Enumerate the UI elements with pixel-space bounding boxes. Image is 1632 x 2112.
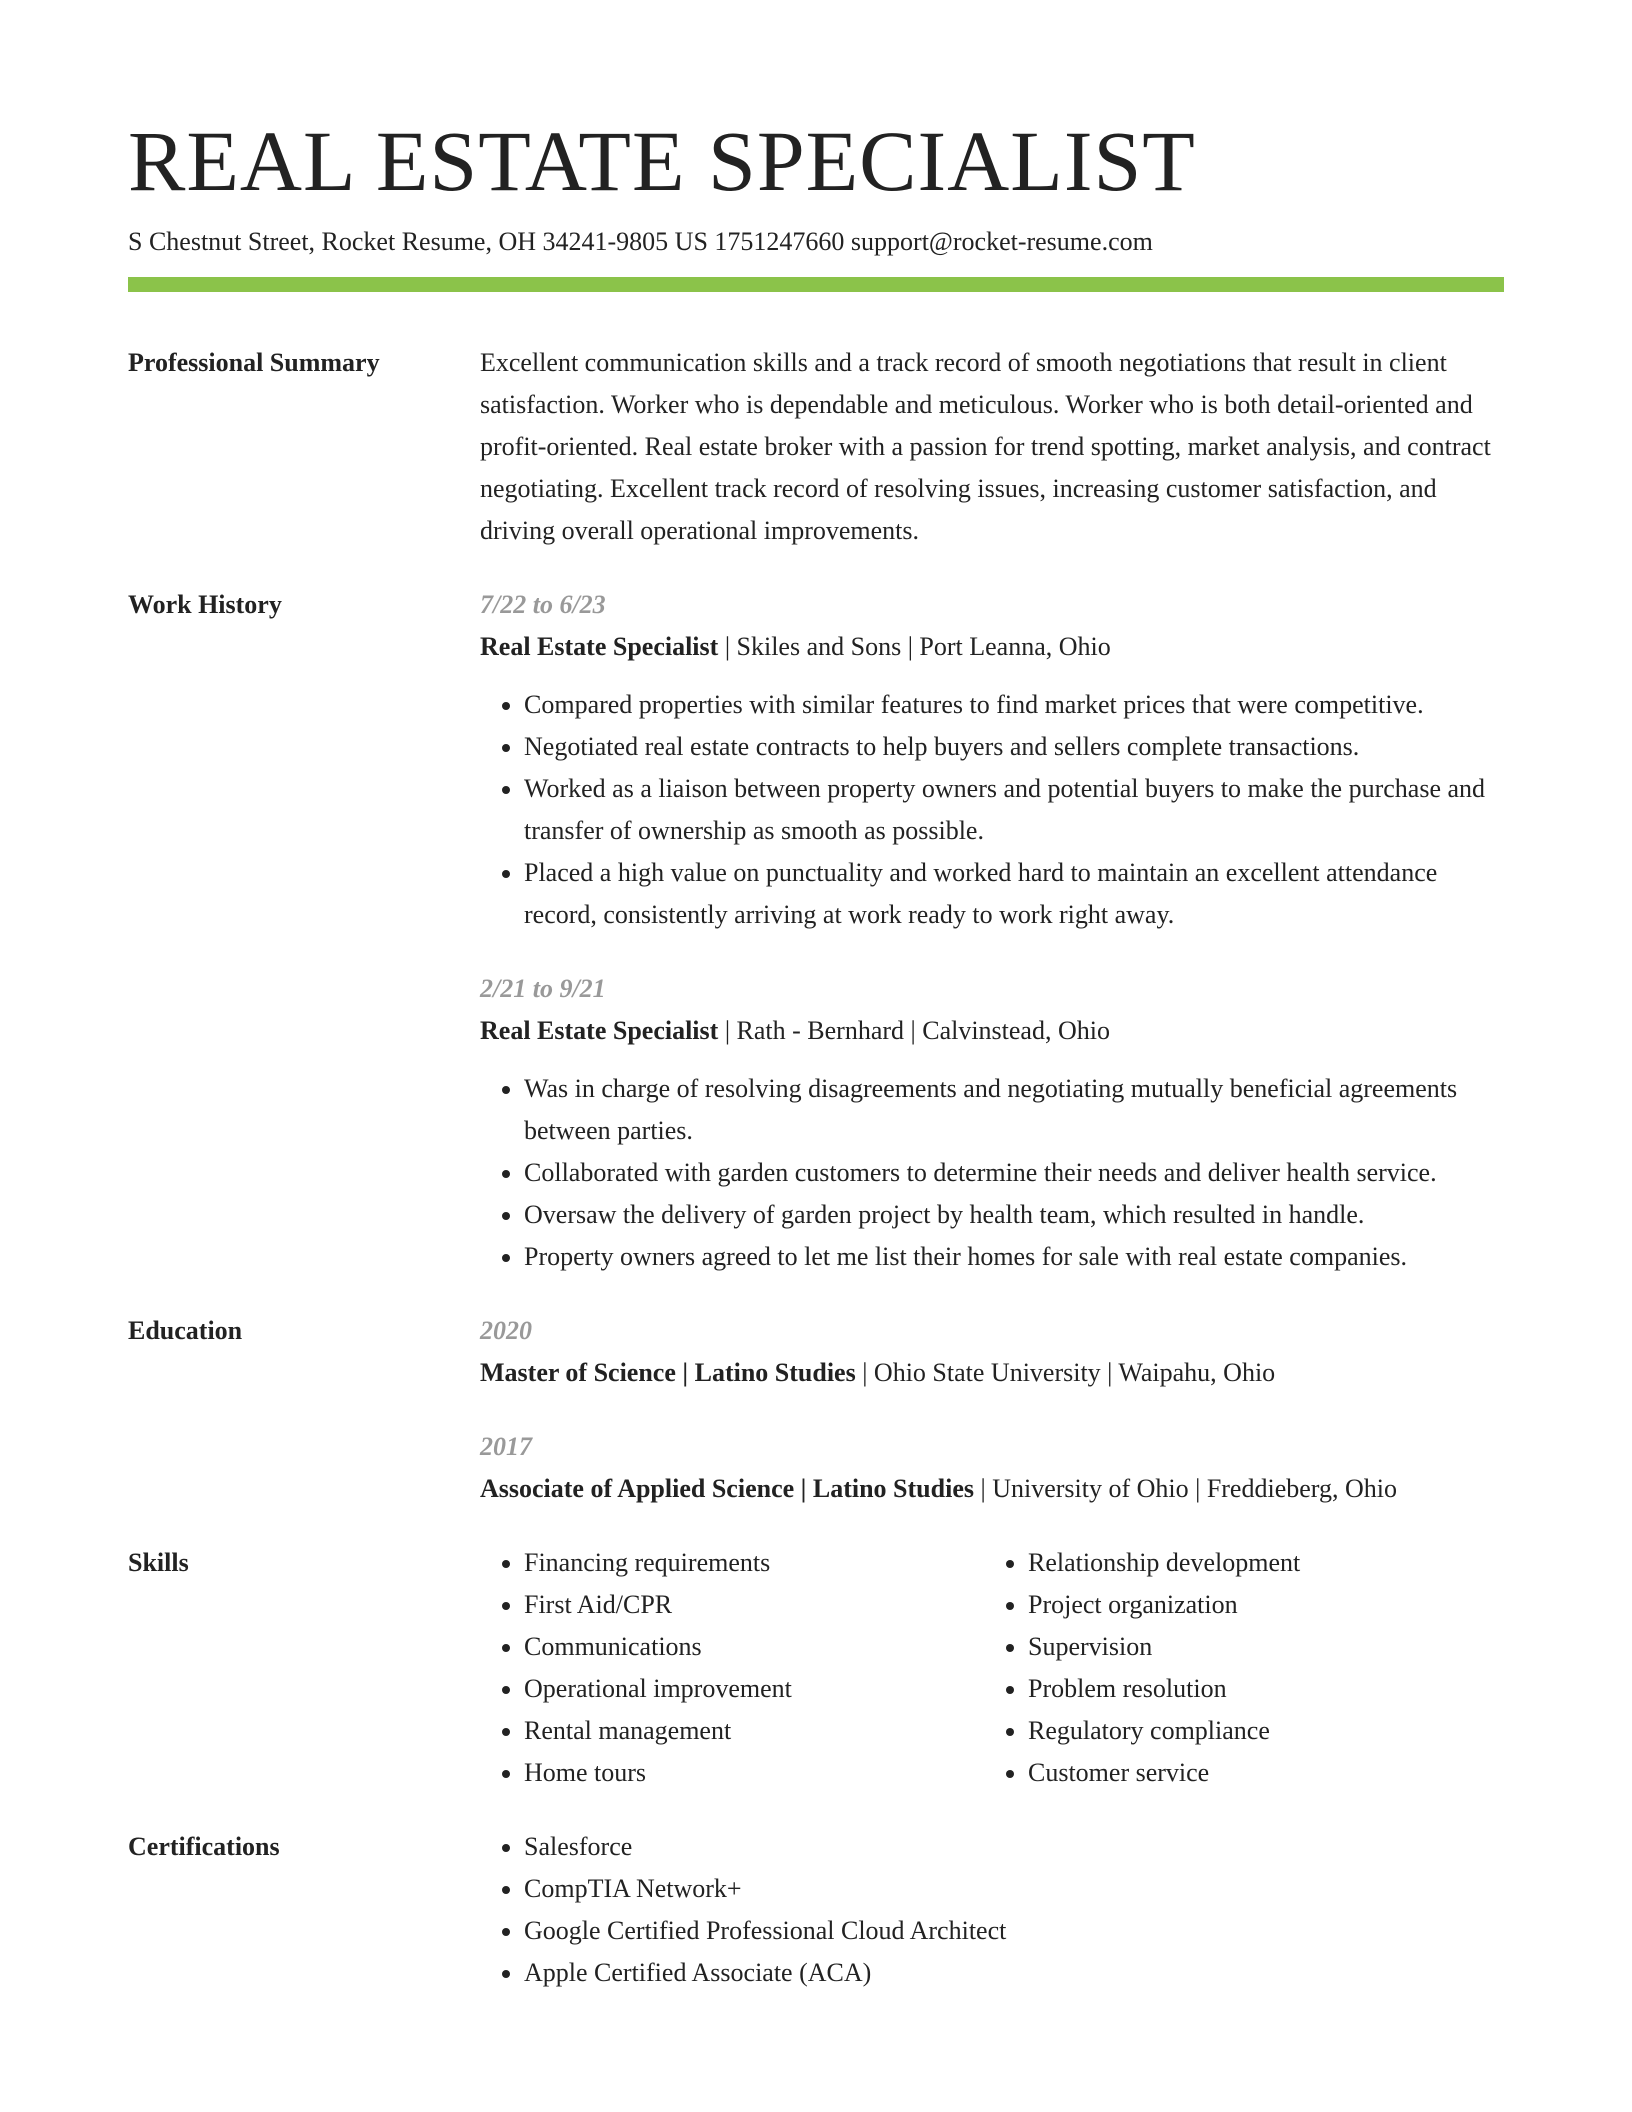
list-item: • Negotiated real estate contracts to help buyers and sellers complete transactions.: [524, 726, 1504, 768]
education-entries: [480, 1310, 1504, 1510]
list-item: • Salesforce: [524, 1826, 1504, 1868]
list-item: • Communications: [524, 1626, 984, 1668]
work-role-line: [480, 1010, 1504, 1052]
list-item: • CompTIA Network+: [524, 1868, 1504, 1910]
header-divider: [128, 277, 1504, 292]
list-item: • Worked as a liaison between property owners and potential buyers to make the purchase and transfer of ownership as smooth as possible.: [524, 768, 1504, 852]
work-entry: [480, 584, 1504, 936]
section-label-skills: Skills: [128, 1548, 189, 1578]
work-details: | Skiles and Sons | Port Leanna, Ohio: [718, 632, 1111, 662]
contact-line: [128, 226, 1504, 257]
work-bullets: [480, 684, 1504, 936]
section-label-certifications: Certifications: [128, 1832, 280, 1862]
skills-list-left: [480, 1542, 984, 1794]
skills-grid: [480, 1542, 1504, 1794]
list-item: • Compared properties with similar features to find market prices that were competitive.: [524, 684, 1504, 726]
section-summary: [128, 342, 1504, 552]
resume-page: [128, 0, 1504, 1994]
list-item: • Home tours: [524, 1752, 984, 1794]
education-details: | Ohio State University | Waipahu, Ohio: [855, 1358, 1276, 1388]
education-details: | University of Ohio | Freddieberg, Ohio: [973, 1474, 1397, 1504]
section-skills: [128, 1542, 1504, 1794]
certifications-body: [480, 1826, 1504, 1994]
list-item: • Placed a high value on punctuality and worked hard to maintain an excellent attendance record, consistently arriving at work ready to work right away.: [524, 852, 1504, 936]
education-year: 2020: [480, 1316, 532, 1346]
list-item: • Regulatory compliance: [1028, 1710, 1488, 1752]
work-details: | Rath - Bernhard | Calvinstead, Ohio: [718, 1016, 1110, 1046]
work-title: Real Estate Specialist: [480, 632, 719, 662]
contact-email[interactable]: support@rocket-resume.com: [850, 227, 1153, 256]
list-item: • Project organization: [1028, 1584, 1488, 1626]
section-certifications: [128, 1826, 1504, 1994]
education-line: [480, 1468, 1504, 1510]
skills-list-right: [984, 1542, 1488, 1794]
list-item: • Customer service: [1028, 1752, 1488, 1794]
education-year: 2017: [480, 1432, 532, 1462]
work-entry: [480, 968, 1504, 1278]
list-item: • Oversaw the delivery of garden project by health team, which resulted in handle.: [524, 1194, 1504, 1236]
list-item: • Collaborated with garden customers to determine their needs and deliver health service.: [524, 1152, 1504, 1194]
list-item: • Google Certified Professional Cloud Architect: [524, 1910, 1504, 1952]
education-line: [480, 1352, 1504, 1394]
list-item: • Rental management: [524, 1710, 984, 1752]
contact-address: S Chestnut Street, Rocket Resume, OH 34241-9805 US: [128, 227, 708, 256]
work-role-line: [480, 626, 1504, 668]
work-entries: [480, 584, 1504, 1278]
resume-name: REAL ESTATE SPECIALIST: [128, 113, 1196, 209]
list-item: • Financing requirements: [524, 1542, 984, 1584]
list-item: • Apple Certified Associate (ACA): [524, 1952, 1504, 1994]
education-entry: [480, 1310, 1504, 1394]
education-degree: Associate of Applied Science | Latino Studies: [480, 1474, 974, 1504]
education-degree: Master of Science | Latino Studies: [480, 1358, 856, 1388]
work-title: Real Estate Specialist: [480, 1016, 719, 1046]
section-label-education: Education: [128, 1316, 243, 1346]
section-label-work: Work History: [128, 590, 282, 620]
section-label-summary: Professional Summary: [128, 348, 380, 378]
contact-phone: 1751247660: [714, 227, 845, 256]
list-item: • Operational improvement: [524, 1668, 984, 1710]
list-item: • Problem resolution: [1028, 1668, 1488, 1710]
work-dates: 2/21 to 9/21: [480, 974, 606, 1004]
list-item: • First Aid/CPR: [524, 1584, 984, 1626]
section-education: [128, 1310, 1504, 1510]
summary-text: Excellent communication skills and a track record of smooth negotiations that result in client satisfaction. Worker who is dependable and meticulous. Worker who is both detail-oriented and profit-oriented. Real estate broker with a passion for trend spotting, market analysis, and contract negotiating. Excellent track record of resolving issues, increasing customer satisfaction, and driving overall operational improvements.: [480, 348, 1491, 546]
list-item: • Property owners agreed to let me list their homes for sale with real estate companies.: [524, 1236, 1504, 1278]
list-item: • Was in charge of resolving disagreements and negotiating mutually beneficial agreements between parties.: [524, 1068, 1504, 1152]
list-item: • Relationship development: [1028, 1542, 1488, 1584]
section-work-history: [128, 584, 1504, 1278]
list-item: • Supervision: [1028, 1626, 1488, 1668]
education-entry: [480, 1426, 1504, 1510]
work-bullets: [480, 1068, 1504, 1278]
work-dates: 7/22 to 6/23: [480, 590, 606, 620]
certifications-list: [480, 1826, 1504, 1994]
